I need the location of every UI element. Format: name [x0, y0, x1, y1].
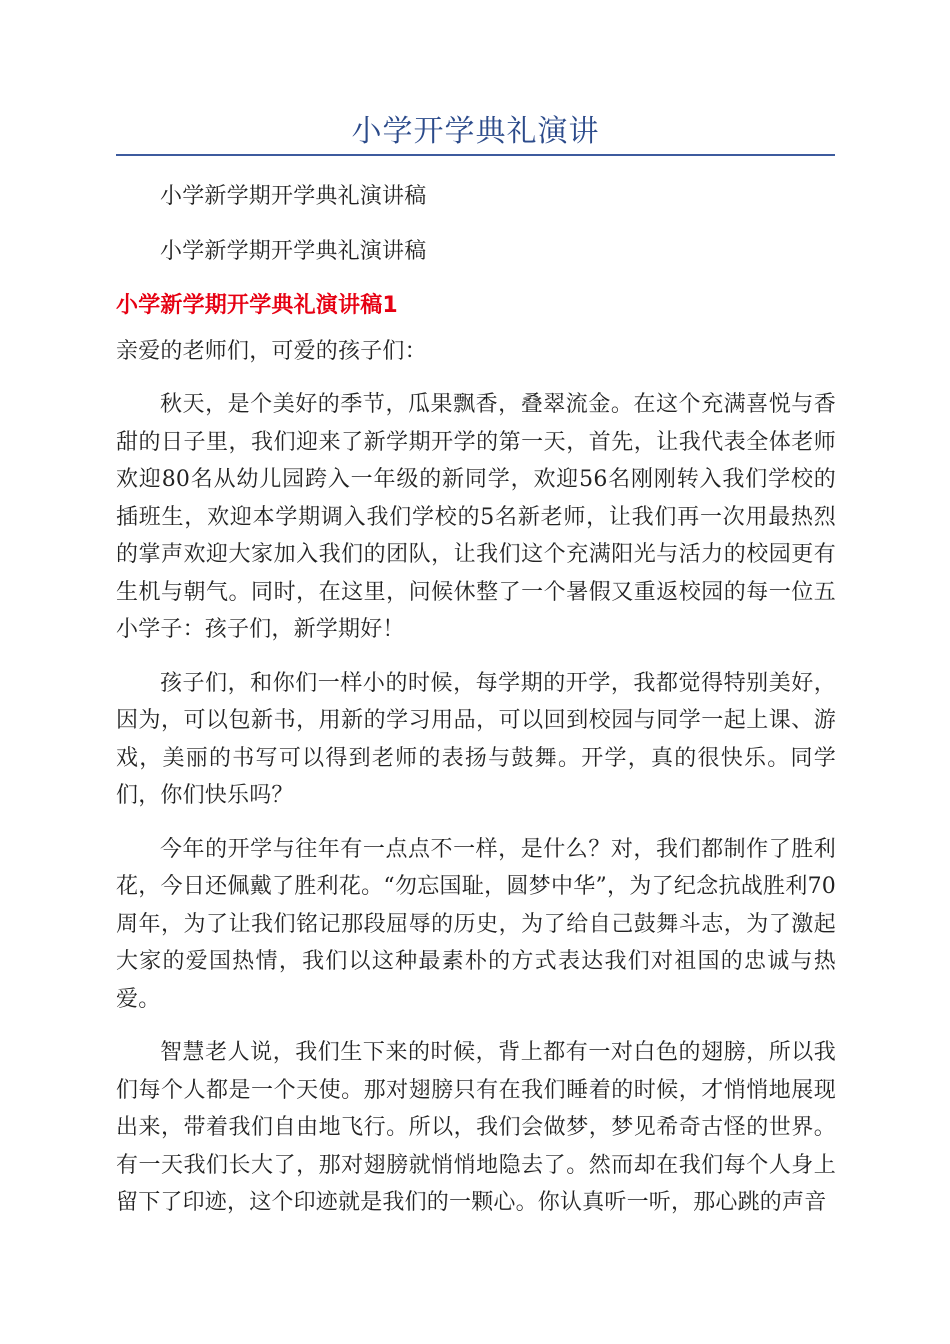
title-underline-rule [116, 154, 835, 156]
subtitle-line-2: 小学新学期开学典礼演讲稿 [160, 238, 427, 264]
body-paragraph-2: 孩子们，和你们一样小的时候，每学期的开学，我都觉得特别美好，因为，可以包新书，用新的学习用品，可以回到校园与同学一起上课、游戏，美丽的书写可以得到老师的表扬与鼓舞。开学，真的很快乐。同学们，你们快乐吗？ [116, 670, 836, 808]
body-paragraph-1: 秋天，是个美好的季节，瓜果飘香，叠翠流金。在这个充满喜悦与香甜的日子里，我们迎来了新学期开学的第一天，首先，让我代表全体老师欢迎80名从幼儿园跨入一年级的新同学，欢迎56名刚刚转入我们学校的插班生，欢迎本学期调入我们学校的5名新老师，让我们再一次用最热烈的掌声欢迎大家加入我们的团队，让我们这个充满阳光与活力的校园更有生机与朝气。同时，在这里，问候休整了一个暑假又重返校园的每一位五小学子：孩子们，新学期好！ [116, 392, 836, 642]
document-body [116, 178, 836, 1238]
body-paragraph-4: 智慧老人说，我们生下来的时候，背上都有一对白色的翅膀，所以我们每个人都是一个天使。那对翅膀只有在我们睡着的时候，才悄悄地展现出来，带着我们自由地飞行。所以，我们会做梦，梦见希奇古怪的世界。有一天我们长大了，那对翅膀就悄悄地隐去了。然而却在我们每个人身上留下了印迹，这个印迹就是我们的一颗心。你认真听一听，那心跳的声音 [116, 1040, 836, 1215]
salutation: 亲爱的老师们，可爱的孩子们： [116, 338, 427, 364]
subtitle-line-1: 小学新学期开学典礼演讲稿 [160, 184, 427, 209]
body-paragraph-3: 今年的开学与往年有一点点不一样，是什么？对，我们都制作了胜利花，今日还佩戴了胜利花。“勿忘国耻，圆梦中华”，为了纪念抗战胜利70周年，为了让我们铭记那段屈辱的历史，为了给自己鼓舞斗志，为了激起大家的爱国热情，我们以这种最素朴的方式表达我们对祖国的忠诚与热爱。 [116, 836, 836, 1012]
document-title: 小学开学典礼演讲 [351, 114, 600, 149]
section-heading: 小学新学期开学典礼演讲稿1 [116, 293, 398, 318]
